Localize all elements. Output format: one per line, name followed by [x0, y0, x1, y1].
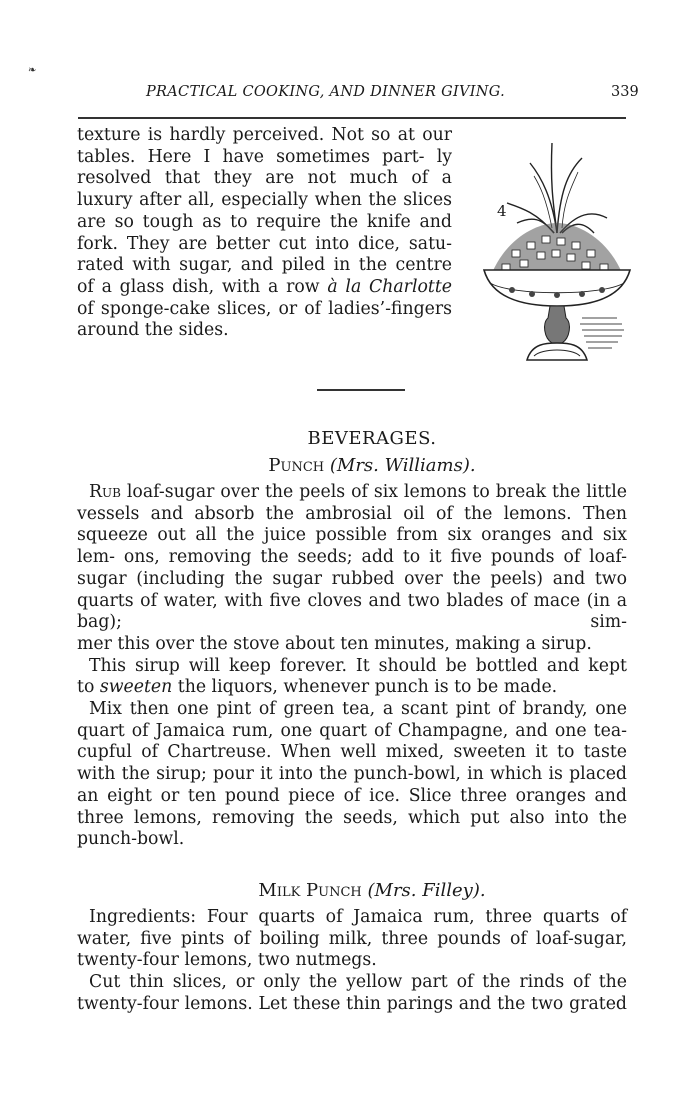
lead-word: Rub: [89, 482, 121, 502]
text-line: are so tough as to require the knife and: [77, 211, 452, 232]
text-line: twenty-four lemons. Let these thin parings and the two grated: [77, 993, 627, 1014]
text-line: one quart of Jamaica rum, one quart of Champagne, and one: [77, 699, 627, 741]
text-line: the liquors, whenever punch is to be made.: [172, 677, 558, 698]
text-line: to: [77, 677, 100, 698]
milk-punch-recipe-body: [77, 907, 627, 1016]
pineapple-dish-figure: [482, 138, 632, 368]
recipe-attribution: (Mrs. Williams).: [329, 455, 476, 476]
recipe-attribution: (Mrs. Filley).: [367, 880, 486, 901]
text-line: water, with five cloves and two blades of mace (in a bag); sim-: [77, 590, 627, 633]
intro-paragraph: [77, 125, 452, 342]
text-line: Cut thin slices, or only the yellow part of the rinds of the: [89, 972, 627, 993]
italic-word: sweeten: [99, 677, 173, 698]
text-line: ons, removing the seeds; add to it five pounds of loaf-sugar: [77, 547, 627, 589]
text-line: water, five pints of boiling milk, three pounds of loaf-sugar,: [77, 928, 627, 949]
recipe-title-punch: [22, 455, 700, 476]
recipe-title-milk-punch: [22, 880, 700, 901]
page-number: 339: [611, 84, 639, 100]
header-rule: [78, 117, 626, 119]
text-line: Mix then one pint of green tea, a scant pint of brandy,: [89, 699, 588, 720]
recipe-name: Milk Punch: [258, 880, 362, 901]
text-line: tea-cupful of Chartreuse. When well mixed, sweeten it to: [77, 720, 627, 763]
recipe-name: Punch: [268, 455, 325, 476]
section-divider: [317, 389, 405, 391]
text-line: rated with sugar, and piled in the centre: [77, 255, 452, 276]
text-line: around the sides.: [77, 320, 229, 341]
text-line: (including the sugar rubbed over the peels) and two quarts of: [77, 568, 627, 611]
running-head: PRACTICAL COOKING, AND DINNER GIVING.: [146, 84, 506, 100]
text-line: luxury after all, especially when the slices: [77, 190, 452, 211]
text-line: little vessels and absorb the ambrosial oil of the lemons. Then: [77, 482, 627, 524]
text-line: taste with the sirup; pour it into the punch-bowl, in which is: [77, 742, 627, 785]
text-line: twenty-four lemons, two nutmegs.: [77, 950, 377, 971]
text-line: fork. They are better cut into dice, satu-: [77, 233, 452, 254]
text-line: placed an eight or ten pound piece of ice. Slice three oranges: [77, 764, 627, 806]
text-line: loaf-sugar over the peels of six lemons to break the: [120, 482, 581, 502]
text-line: ly resolved that they are not much of a: [77, 146, 452, 189]
corner-ornament: ❧: [28, 65, 37, 76]
text-line: mer this over the stove about ten minutes, making a sirup.: [77, 633, 592, 654]
text-line: This sirup will keep forever. It should be bottled and kept: [89, 655, 627, 676]
italic-phrase: à la Charlotte: [327, 276, 452, 297]
figure-number: 4: [497, 202, 507, 220]
text-line: of sponge-cake slices, or of ladies’-fingers: [77, 298, 452, 319]
text-line: Ingredients: Four quarts of Jamaica rum, three quarts of: [89, 907, 627, 927]
section-heading-beverages: BEVERAGES.: [307, 428, 437, 449]
text-line: texture is hardly perceived. Not so at: [77, 125, 415, 145]
text-line: of a glass dish, with a row: [77, 276, 328, 297]
text-line: punch-bowl.: [77, 829, 185, 850]
pineapple-dish-illustration: [482, 138, 632, 368]
text-line: and three lemons, removing the seeds, which put also into the: [77, 785, 627, 828]
text-line: squeeze out all the juice possible from six oranges and six lem-: [77, 525, 627, 568]
text-line: our tables. Here I have sometimes part-: [77, 125, 452, 167]
punch-recipe-body: [77, 482, 627, 851]
